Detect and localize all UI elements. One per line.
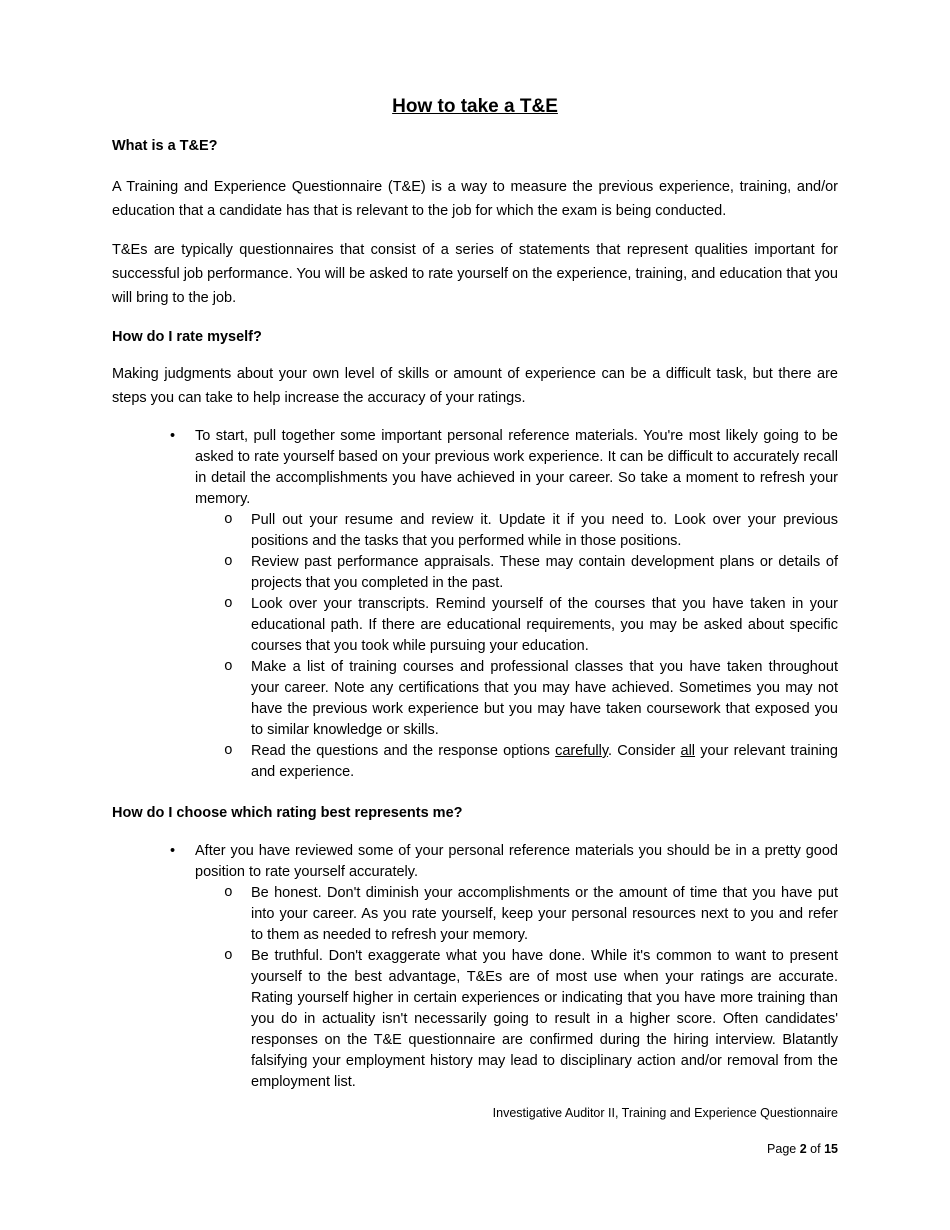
of-word: of xyxy=(810,1142,821,1156)
underlined-word: all xyxy=(680,743,696,759)
sub-marker: o xyxy=(224,512,233,528)
sub-item-text: Pull out your resume and review it. Update it if you need to. Look over your previous positions and the tasks that you performed while in those positions. xyxy=(251,512,838,549)
sub-item-text: Review past performance appraisals. These may contain development plans or details of projects that you completed in the past. xyxy=(251,554,838,591)
underlined-word: carefully xyxy=(555,743,609,759)
sub-marker: o xyxy=(224,659,233,675)
sub-list-item xyxy=(195,510,838,552)
sub-list-item xyxy=(195,946,838,1093)
list-item xyxy=(112,426,838,783)
sub-marker: o xyxy=(224,885,233,901)
total-pages: 15 xyxy=(824,1142,838,1156)
sub-marker: o xyxy=(224,596,233,612)
sub-list-item xyxy=(195,594,838,657)
sub-item-text: Look over your transcripts. Remind yourself of the courses that you have taken in your educational path. If there are educational requirements, you may be asked about specific courses that you took while pursuing your education. xyxy=(251,596,838,654)
sub-item-text-part: . Consider xyxy=(608,743,681,759)
sub-marker: o xyxy=(224,554,233,570)
sub-item-text-part: your relevant training and experience. xyxy=(251,743,839,780)
bullet-text: After you have reviewed some of your personal reference materials you should be in a pretty good position to rate yourself accurately. xyxy=(195,843,838,880)
current-page: 2 xyxy=(799,1142,807,1156)
footer-document-title: Investigative Auditor II, Training and Experience Questionnaire xyxy=(492,1106,838,1120)
paragraph: Making judgments about your own level of skills or amount of experience can be a difficult task, but there are steps you can take to help increase the accuracy of your ratings. xyxy=(112,366,838,406)
sub-marker: o xyxy=(224,743,233,759)
sub-list-item xyxy=(195,552,838,594)
list-item xyxy=(112,841,838,1093)
paragraph: A Training and Experience Questionnaire (T&E) is a way to measure the previous experience, training, and/or education that a candidate has that is relevant to the job for which the exam is being conducted. xyxy=(112,179,838,219)
bullet-list xyxy=(112,841,838,1093)
bullet-marker: • xyxy=(170,428,176,444)
section-heading-rate-myself: How do I rate myself? xyxy=(112,329,262,345)
sub-item-text: Be truthful. Don't exaggerate what you have done. While it's common to want to present yourself to the best advantage, T&Es are of most use when your ratings are accurate. Rating yourself higher in certain experiences or indicating that you have more training than you do in actuality isn't necessarily going to result in a higher score. Often candidates' responses on the T&E questionnaire are confirmed during the hiring interview. Blatantly falsifying your employment history may lead to disciplinary action and/or removal from the employment list. xyxy=(251,948,838,1090)
section-heading-what-is: What is a T&E? xyxy=(112,138,218,154)
sub-item-text: Make a list of training courses and professional classes that you have taken throughout your career. Note any certifications that you may have achieved. Sometimes you may not have the previous work experience but you may have taken coursework that exposed you to similar knowledge or skills. xyxy=(251,659,838,738)
page-number xyxy=(767,1142,838,1156)
sub-item-text: Be honest. Don't diminish your accomplishments or the amount of time that you have put into your career. As you rate yourself, keep your personal resources next to you and refer to them as needed to refresh your memory. xyxy=(251,885,838,943)
bullet-text: To start, pull together some important personal reference materials. You're most likely going to be asked to rate yourself based on your previous work experience. It can be difficult to accurately recall in detail the accomplishments you have achieved in your career. So take a moment to refresh your memory. xyxy=(195,428,838,507)
sub-item-text-part: Read the questions and the response options xyxy=(251,743,556,759)
sub-marker: o xyxy=(224,948,233,964)
document-page xyxy=(112,96,838,1111)
section-heading-choose-rating: How do I choose which rating best represents me? xyxy=(112,805,463,821)
sub-list xyxy=(195,510,838,783)
page-title: How to take a T&E xyxy=(392,96,558,117)
sub-list-item xyxy=(195,657,838,741)
page-word: Page xyxy=(767,1142,797,1156)
sub-list xyxy=(195,883,838,1093)
bullet-list xyxy=(112,426,838,783)
sub-list-item xyxy=(195,883,838,946)
bullet-marker: • xyxy=(170,843,176,859)
paragraph: T&Es are typically questionnaires that consist of a series of statements that represent qualities important for successful job performance. You will be asked to rate yourself on the experience, training, and education that you will bring to the job. xyxy=(112,242,838,306)
sub-list-item xyxy=(195,741,838,783)
